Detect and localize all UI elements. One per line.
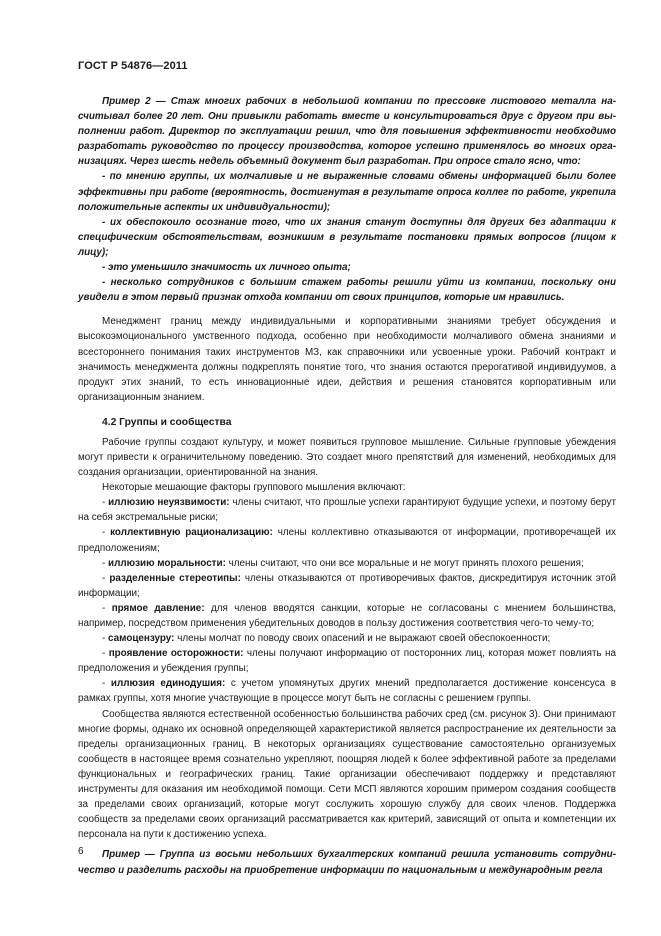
example-2-intro: Пример 2 — Стаж многих рабочих в небольшой компании по прессовке листового металла насчитывал более 20 лет. Они привыкли работать вместе и консультироваться друг с другом при выполнении работ. Директор по эксплуатации решил, что для повышения эффективности необходимо разработать руководство по процессу производства, которое успешно применялось во многих организациях. Через шесть недель объемный документ был разработан. При опросе стало ясно, что: <box>78 96 616 168</box>
groups-paragraph: Рабочие группы создают культуру, и может появиться групповое мышление. Сильные групповые убеждения могут привести к ограничительному поведению. Это создает много препятствий для изменений, необходимых для создания организации, ориентированной на знания. <box>78 436 616 479</box>
example-2-item: - по мнению группы, их молчаливые и не выраженные словами обмены информацией были более эффективны при работе (вероятность, достигнутая в результате опроса коллег по работе, укрепила положительные аспекты их индивидуальности); <box>78 171 616 213</box>
factor-item: - разделенные стереотипы: члены отказываются от противоречивых фактов, дискредитируя источник этой информации; <box>78 572 616 599</box>
groups-factors-intro: Некоторые мешающие факторы группового мышления включают: <box>102 482 406 494</box>
factor-term: иллюзию моральности: <box>108 557 226 569</box>
section-title: 4.2 Группы и сообщества <box>102 416 232 428</box>
factor-term: коллективную рационализацию: <box>110 527 273 539</box>
factor-term: иллюзия единодушия: <box>110 678 226 690</box>
example-2-item: - их обеспокоило осознание того, что их знания станут доступны для других без адаптации к специфическим обстоятельствам, возникшим в результате постановки прямых вопросов (лицом к лицу); <box>78 216 616 258</box>
factor-term: самоцензуру: <box>108 633 175 645</box>
communities-paragraph: Сообщества являются естественной особенностью большинства рабочих сред (см. рисунок 3). Они принимают многие формы, однако их основной определяющей характеристикой является распространение их деятельности за пределы организационных границ. В некоторых организациях существование самостоятельно организуемых сообществ в настоящее время сознательно укрепляют, поощряя людей к более эффективной работе за пределами функциональных и географических границ. Такие организации обеспечивают поддержку и представляют инструменты для оказания им необходимой помощи. Сети МСП являются хорошим примером создания сообществ за пределами своих организаций, которые могут сослужить хорошую службу для своих членов. Поддержка сообществ за пределами своих организаций рассматривается как критерий, зависящий от опыта и компетенции их персонала на пути к достижению успеха. <box>78 708 616 841</box>
example-2-item: - несколько сотрудников с большим стажем работы решили уйти из компании, поскольку они увидели в этом первый признак отхода компании от своих принципов, которые им нравились. <box>78 277 616 304</box>
final-example: Пример — Группа из восьми небольших бухгалтерских компаний решила установить сотрудничество и разделить расходы на приобретение информации по национальным и международным регла <box>78 849 616 876</box>
factor-item: - прямое давление: для членов вводятся санкции, которые не согласованы с мнением большинства, например, посредством применения убедительных доводов в пользу достижения соответствия чего-то чему-то; <box>78 602 616 629</box>
factor-item: - самоцензуру: члены молчат по поводу своих опасений и не выражают своей обеспокоенности; <box>102 633 551 645</box>
document-header: ГОСТ Р 54876—2011 <box>78 60 188 72</box>
factor-item: - иллюзию неуязвимости: члены считают, что прошлые успехи гарантируют будущие успехи, и поэтому берут на себя экстремальные риски; <box>78 497 616 524</box>
factor-item: - проявление осторожности: члены получают информацию от посторонних лиц, которая может повлиять на предположения и убеждения группы; <box>78 648 616 675</box>
factor-term: разделенные стереотипы: <box>109 572 241 584</box>
factor-term: прямое давление: <box>111 602 205 614</box>
example-2-item: - это уменьшило значимость их личного опыта; <box>102 262 351 274</box>
factor-term: проявление осторожности: <box>108 648 244 660</box>
factor-item: - иллюзию моральности: члены считают, что они все моральные и не могут принять плохого решения; <box>102 557 584 569</box>
management-paragraph: Менеджмент границ между индивидуальными и корпоративными знаниями требует обсуждения и высокоэмоционального умственного подхода, особенно при необходимости молчаливого обмена знаниями и всестороннего понимания таких инструментов МЗ, как справочники или усвоенные уроки. Рабочий контракт и значимость менеджмента должны подкреплять понятие того, что знания остаются прерогативой индивидуумов, а продукт этих знаний, то есть инновационные идеи, действия и решения становятся корпоративным или организационным знанием. <box>78 316 616 403</box>
factor-item: - коллективную рационализацию: члены коллективно отказываются от информации, противоречащей их предположениям; <box>78 527 616 554</box>
factor-item: - иллюзия единодушия: с учетом упомянутых других мнений предполагается достижение консенсуса в рамках группы, хотя многие участвующие в процессе могут быть не согласны с решением группы. <box>78 678 616 705</box>
page-number: 6 <box>78 846 84 857</box>
document-page <box>78 60 616 878</box>
factor-term: иллюзию неуязвимости: <box>108 497 230 509</box>
